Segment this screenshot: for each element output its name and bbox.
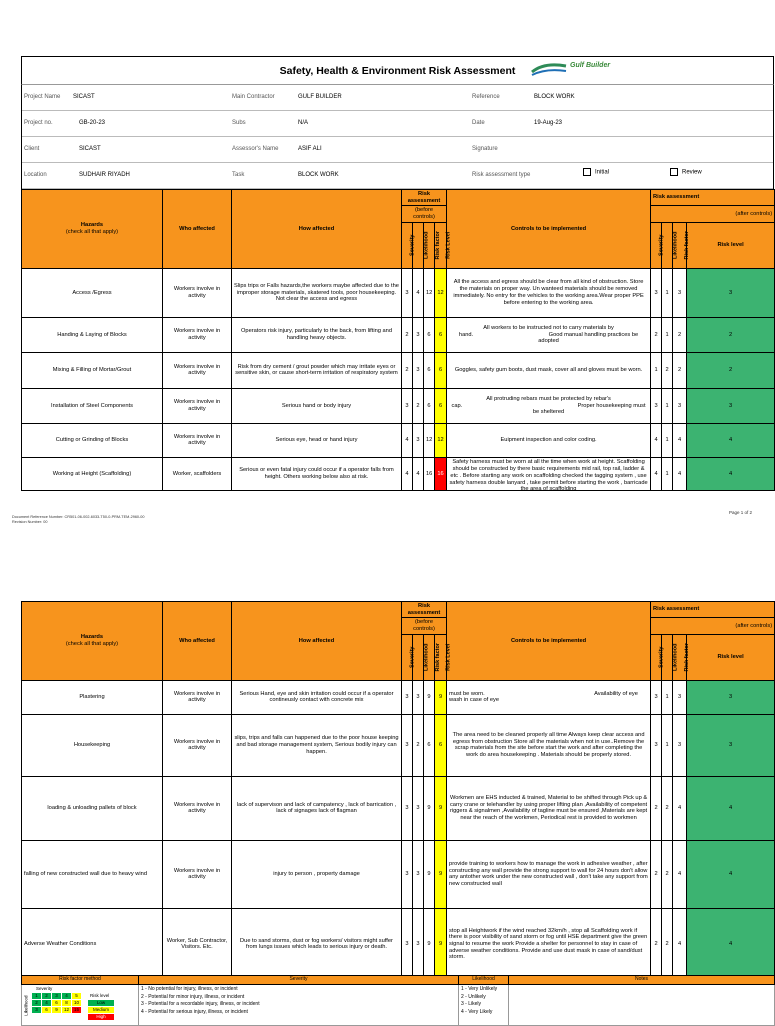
level-high: High (88, 1014, 114, 1020)
likelihood-cell: 4 (413, 268, 424, 317)
likelihood-after-cell: 1 (662, 680, 673, 714)
hazard-row (22, 317, 775, 352)
matrix-cell: 9 (52, 1007, 61, 1013)
ra-type-label: Risk assessment type (472, 172, 531, 178)
controls-cell: Safety harness must be worn at all the time when work at height. Scaffolding should be constructed by there basic requirements mid rail, top rail, ladder & etc . Before starting any work on scaffolding checked the tagging system , use safety harness double lanyard , take permit before starting the work , barricade the area of scaffolding (447, 457, 651, 490)
initial-label: Initial (595, 169, 610, 176)
gulf-builder-logo (530, 60, 630, 82)
risk-level-cell: 16 (435, 457, 447, 490)
controls-cell: Euipment inspection and color coding. (447, 423, 651, 457)
severity-item-1: 1 - No potential for injury, illness, or incident (141, 985, 238, 992)
likelihood-cell: 3 (413, 776, 424, 840)
severity-cell: 2 (402, 317, 413, 352)
project-name-value: SICAST (73, 94, 95, 100)
how-affected-header: How affected (232, 602, 402, 681)
likelihood-cell: 3 (413, 840, 424, 908)
severity-after-cell: 3 (651, 388, 662, 423)
how-affected-cell: Slips trips or Falls hazards,the workers maybe affected due to the improper storage materials, skatered tools, poor housekeeping. Not clear the access and egress (232, 268, 402, 317)
page-2 (21, 601, 774, 981)
risk-factor-after-cell: 2 (673, 317, 687, 352)
hazard-cell: falling of new constructed wall due to heavy wind (22, 840, 163, 908)
severity-cell: 3 (402, 908, 413, 980)
risk-factor-cell: 9 (424, 908, 435, 980)
risk-level-cell: 9 (435, 776, 447, 840)
how-affected-header: How affected (232, 190, 402, 269)
risk-factor-after-cell: 3 (673, 388, 687, 423)
how-affected-cell: Due to sand storms, dust or fog workers/ visitors might suffer from lungs issues which leads to serious injury or death. (232, 908, 402, 980)
controls-cell: The area need to be cleaned properly all time Always keep clear access and egress from obstruction Store all the materials when not in use..Remove the scrap materials from the site before start the work and after completing the work do area housekeeping . Materials should be properly stored. (447, 714, 651, 776)
before-controls-label: (before controls) (402, 618, 447, 634)
risk-factor-after-cell: 3 (673, 714, 687, 776)
who-affected-header: Who affected (163, 602, 232, 681)
likelihood-cell: 2 (413, 714, 424, 776)
severity-cell: 2 (402, 352, 413, 388)
reference-label: Reference (472, 94, 500, 100)
risk-factor-cell: 6 (424, 352, 435, 388)
risk-factor-after-cell: 3 (673, 680, 687, 714)
likelihood-after-header: Likelihood (662, 222, 673, 268)
how-affected-cell: Risk from dry cement / grout powder which may irritate eyes or sensitive skin, or cause short-term irritation of respiratory system (232, 352, 402, 388)
task-value: BLOCK WORK (298, 172, 339, 178)
controls-cell: All the access and egress should be clear from all kind of obstruction. Store the materials on proper way. Un wanteed materials should be removed immediately. No entry for the vehicles to the working area.Wear proper PPE before entering to the working area. (447, 268, 651, 317)
controls-cell: must be worn. Availability of eye wash in case of eye (447, 680, 651, 714)
risk-level-after-cell: 3 (687, 388, 775, 423)
matrix-cell: 12 (63, 1006, 69, 1012)
who-affected-cell: Workers involve in activity (163, 268, 232, 317)
controls-cell: All workers to be instructed not to carry materials by hand. Good manual handling practices be adopted (447, 317, 651, 352)
matrix-cell: 2 (32, 1000, 41, 1006)
risk-factor-header: Risk factor (424, 222, 435, 268)
hazard-row (22, 680, 775, 714)
hazard-row (22, 840, 775, 908)
notes-cell (509, 984, 775, 1025)
matrix-cell: 2 (42, 993, 51, 999)
controls-cell: Workmen are EHS inducted & trained, Material to be shifted through Pick up & carry crane or telehandler by using proper lifting plan ,Availability of competent riggers & signalmen ,Availability of tagline must be ensured ,Materials are kept near the reach of the workmen, Periodical rest is provided to workmen (447, 776, 651, 840)
hazard-row (22, 268, 775, 317)
risk-factor-cell: 6 (424, 714, 435, 776)
severity-after-cell: 4 (651, 423, 662, 457)
matrix-cell: 4 (62, 993, 71, 999)
client-label: Client (24, 146, 40, 152)
likelihood-after-cell: 2 (662, 776, 673, 840)
main-contractor-label: Main Contractor (232, 94, 275, 100)
severity-item-3: 3 - Potential for a recordable injury, illness, or incident (141, 1001, 260, 1008)
risk-level-after-cell: 4 (687, 776, 775, 840)
risk-factor-cell: 9 (424, 776, 435, 840)
matrix-cell: 5 (72, 993, 81, 999)
how-affected-cell: injury to person , property damage (232, 840, 402, 908)
likelihood-header: Likelihood (413, 222, 424, 268)
matrix-severity-label: Severity (36, 985, 53, 991)
hazard-cell: loading & unloading pallets of block (22, 776, 163, 840)
severity-after-cell: 3 (651, 714, 662, 776)
risk-factor-after-cell: 4 (673, 908, 687, 980)
matrix-row-1 (32, 993, 81, 999)
how-affected-cell: Serious hand or body injury (232, 388, 402, 423)
initial-option[interactable] (583, 168, 609, 176)
risk-assessment-before-header: Risk assessment (402, 190, 447, 206)
assessor-value: ASIF ALI (298, 146, 322, 152)
risk-factor-cell: 12 (424, 268, 435, 317)
risk-level-header: Risk Level (435, 634, 447, 680)
likelihood-item-1: 1 - Very Unlikely (461, 985, 498, 992)
revision-number: Revision Number: 00 (12, 519, 48, 524)
risk-level-legend-label: Risk level (90, 992, 110, 998)
severity-cell: 4 (402, 457, 413, 490)
risk-level-header: Risk Level (435, 222, 447, 268)
who-affected-cell: Workers involve in activity (163, 714, 232, 776)
likelihood-after-cell: 2 (662, 908, 673, 980)
likelihood-after-cell: 1 (662, 423, 673, 457)
notes-column-header: Notes (509, 976, 775, 985)
location-value: SUDHAIR RIYADH (79, 172, 130, 178)
hazard-cell: Cutting or Grinding of Blocks (22, 423, 163, 457)
hazard-row (22, 352, 775, 388)
risk-factor-cell: 9 (424, 680, 435, 714)
controls-cell: Goggles, safety gum boots, dust mask, cover all and gloves must be worn. (447, 352, 651, 388)
controls-header: Controls to be implemented (447, 190, 651, 269)
project-no-value: GB-20-23 (79, 120, 106, 126)
severity-column-header: Severity (139, 976, 459, 985)
severity-after-cell: 2 (651, 317, 662, 352)
risk-level-after-cell: 4 (687, 908, 775, 980)
main-contractor-value: GULF BUILDER (298, 94, 342, 100)
severity-after-cell: 2 (651, 776, 662, 840)
severity-cell: 3 (402, 840, 413, 908)
risk-table-page-2 (21, 601, 775, 981)
controls-cell: provide training to workers how to manage the work in adhesive weather , after constructing any wall provide the strong support to wall for 24 hours don't allow any antother work under the new constructed wall , don't take any support from new constructed wall (447, 840, 651, 908)
risk-level-after-header: Risk level (687, 634, 775, 680)
matrix-cell: 1 (32, 993, 41, 999)
task-label: Task (232, 172, 245, 178)
risk-assessment-before-header: Risk assessment (402, 602, 447, 618)
likelihood-after-cell: 2 (662, 840, 673, 908)
who-affected-cell: Workers involve in activity (163, 352, 232, 388)
severity-after-cell: 1 (651, 352, 662, 388)
risk-factor-method-section (21, 975, 774, 1024)
risk-level-cell: 9 (435, 680, 447, 714)
severity-item-4: 4 - Potential for serious injury, illness, or incident (141, 1009, 248, 1016)
risk-level-after-cell: 4 (687, 423, 775, 457)
who-affected-cell: Worker, Sub Contractor, Visitors. Etc. (163, 908, 232, 980)
logo-text: Gulf Builder (570, 62, 611, 69)
severity-after-cell: 2 (651, 840, 662, 908)
date-value: 19-Aug-23 (534, 120, 563, 126)
risk-level-after-cell: 3 (687, 714, 775, 776)
project-info (21, 85, 774, 189)
severity-after-cell: 2 (651, 908, 662, 980)
severity-cell: 4 (402, 423, 413, 457)
subs-label: Subs (232, 120, 246, 126)
matrix-cell: 15 (73, 1006, 79, 1012)
risk-table-page-1 (21, 189, 775, 491)
likelihood-after-cell: 1 (662, 317, 673, 352)
controls-cell: stop all Heightwork if the wind reached 32km/h , stop all Scaffolding work if there is poor visibility of sand storm or fog until HSE department give the green signal to resume the work Provide a shelter for personnel to stay in case of adverse weather conditions. Provide and use dust mask in case of sand/dust storm. (447, 908, 651, 980)
risk-factor-after-header: Risk factor (673, 634, 687, 680)
hazard-cell: Working at Height (Scaffolding) (22, 457, 163, 490)
risk-level-after-cell: 4 (687, 840, 775, 908)
how-affected-cell: lack of supervison and lack of campatency , lack of barrication , lack of signages lack of flagman (232, 776, 402, 840)
severity-cell: 3 (402, 680, 413, 714)
risk-factor-after-cell: 4 (673, 457, 687, 490)
who-affected-cell: Workers involve in activity (163, 680, 232, 714)
likelihood-cell: 3 (413, 352, 424, 388)
client-value: SICAST (79, 146, 101, 152)
who-affected-cell: Workers involve in activity (163, 776, 232, 840)
risk-level-cell: 6 (435, 317, 447, 352)
who-affected-cell: Workers involve in activity (163, 840, 232, 908)
severity-header: Severity (402, 222, 413, 268)
risk-level-after-cell: 2 (687, 352, 775, 388)
severity-after-cell: 4 (651, 457, 662, 490)
hazard-cell: Access /Egress (22, 268, 163, 317)
likelihood-cell: 3 (413, 908, 424, 980)
matrix-cell: 6 (42, 1007, 51, 1013)
risk-factor-after-cell: 4 (673, 840, 687, 908)
initial-checkbox[interactable] (583, 168, 591, 176)
how-affected-cell: Serious or even fatal injury could occur if a operator falls from height. Others working below also at risk. (232, 457, 402, 490)
level-low: Low (88, 1000, 114, 1006)
likelihood-item-4: 4 - Very Likely (461, 1009, 493, 1016)
who-affected-cell: Workers involve in activity (163, 388, 232, 423)
risk-factor-after-cell: 3 (673, 268, 687, 317)
likelihood-after-cell: 1 (662, 457, 673, 490)
severity-after-header: Severity (651, 634, 662, 680)
how-affected-cell: Serious eye, head or hand injury (232, 423, 402, 457)
signature-label: Signature (472, 146, 498, 152)
risk-level-after-cell: 4 (687, 457, 775, 490)
matrix-cell: 3 (52, 993, 61, 999)
matrix-cell: 8 (62, 1000, 71, 1006)
risk-factor-method-title: Risk factor method (22, 976, 139, 985)
hazard-row (22, 457, 775, 490)
risk-matrix (22, 985, 138, 1025)
after-controls-label: (after controls) (651, 206, 775, 222)
risk-level-after-header: Risk level (687, 222, 775, 268)
risk-level-cell: 9 (435, 840, 447, 908)
severity-item-2: 2 - Potential for minor injury, illness, or incident (141, 993, 245, 1000)
who-affected-cell: Workers involve in activity (163, 317, 232, 352)
risk-factor-cell: 6 (424, 388, 435, 423)
risk-factor-after-cell: 4 (673, 776, 687, 840)
review-option[interactable] (670, 168, 702, 176)
severity-after-header: Severity (651, 222, 662, 268)
hazard-cell: Handing & Laying of Blocks (22, 317, 163, 352)
who-affected-cell: Worker, scaffolders (163, 457, 232, 490)
risk-factor-cell: 6 (424, 317, 435, 352)
document-title: Safety, Health & Environment Risk Assessment (279, 64, 516, 77)
hazard-cell: Plastering (22, 680, 163, 714)
severity-after-cell: 3 (651, 268, 662, 317)
likelihood-cell: 2 (413, 388, 424, 423)
matrix-cell: 6 (52, 1000, 61, 1006)
hazard-row (22, 388, 775, 423)
project-name-label: Project Name (24, 94, 61, 100)
hazard-cell: Mixing & Filling of Mortar/Grout (22, 352, 163, 388)
document-header (21, 56, 774, 85)
hazards-header: Hazards (check all that apply) (22, 190, 163, 269)
reference-value: BLOCK WORK (534, 94, 575, 100)
hazard-row (22, 908, 775, 980)
who-affected-cell: Workers involve in activity (163, 423, 232, 457)
risk-factor-after-cell: 4 (673, 423, 687, 457)
matrix-row-2 (32, 1000, 81, 1006)
how-affected-cell: slips, trips and falls can happened due to the poor house keeping and bad storage management system, Serious bodily injury can happen. (232, 714, 402, 776)
hazard-cell: Installation of Steel Components (22, 388, 163, 423)
risk-assessment-after-header: Risk assessment (651, 602, 775, 618)
subs-value: N/A (298, 120, 309, 126)
hazard-cell: Housekeeping (22, 714, 163, 776)
date-label: Date (472, 120, 485, 126)
hazard-row (22, 423, 775, 457)
location-label: Location (24, 172, 47, 178)
matrix-cell: 3 (32, 1007, 41, 1013)
risk-factor-cell: 12 (424, 423, 435, 457)
risk-level-after-cell: 3 (687, 268, 775, 317)
document-footer (12, 515, 145, 525)
page-number: Page 1 of 2 (729, 510, 753, 515)
likelihood-header: Likelihood (413, 634, 424, 680)
severity-cell: 3 (402, 776, 413, 840)
logo-swoosh-icon (530, 60, 568, 78)
who-affected-header: Who affected (163, 190, 232, 269)
likelihood-after-cell: 1 (662, 714, 673, 776)
controls-cell: All protruding rebars must be protected by rebar's cap. Proper housekeeping must be sheltered (447, 388, 651, 423)
severity-cell: 3 (402, 268, 413, 317)
doc-reference: Document Reference Number: CR501-06-002-6033-T50-0-PRM-TEM-2960-00 (12, 515, 145, 519)
severity-cell: 3 (402, 388, 413, 423)
likelihood-column-header: Likelihood (459, 976, 509, 985)
severity-header: Severity (402, 634, 413, 680)
hazard-row (22, 776, 775, 840)
how-affected-cell: Operators risk injury, particularly to the back, from lifting and handling heavy objects. (232, 317, 402, 352)
risk-factor-cell: 16 (424, 457, 435, 490)
severity-cell: 3 (402, 714, 413, 776)
after-controls-label: (after controls) (651, 618, 775, 634)
risk-factor-cell: 9 (424, 840, 435, 908)
risk-level-after-cell: 2 (687, 317, 775, 352)
risk-assessment-after-header: Risk assessment (651, 190, 775, 206)
risk-factor-after-cell: 2 (673, 352, 687, 388)
matrix-cell: 4 (42, 1000, 51, 1006)
controls-header: Controls to be implemented (447, 602, 651, 681)
risk-level-after-cell: 3 (687, 680, 775, 714)
likelihood-cell: 3 (413, 317, 424, 352)
likelihood-cell: 3 (413, 680, 424, 714)
risk-level-cell: 6 (435, 352, 447, 388)
assessor-label: Assessor's Name (232, 146, 279, 152)
hazard-row (22, 714, 775, 776)
likelihood-after-header: Likelihood (662, 634, 673, 680)
risk-level-cell: 12 (435, 423, 447, 457)
risk-factor-header: Risk factor (424, 634, 435, 680)
likelihood-cell: 4 (413, 457, 424, 490)
likelihood-after-cell: 1 (662, 268, 673, 317)
likelihood-after-cell: 2 (662, 352, 673, 388)
risk-factor-after-header: Risk factor (673, 222, 687, 268)
matrix-likelihood-label: Likelihood (23, 995, 29, 1016)
likelihood-item-3: 3 - Likely (461, 1001, 482, 1008)
likelihood-after-cell: 1 (662, 388, 673, 423)
page-1 (21, 56, 774, 491)
level-medium: Medium (88, 1007, 114, 1013)
review-checkbox[interactable] (670, 168, 678, 176)
how-affected-cell: Serious Hand, eye and skin irritation could occur if a operator contineusly contact with concrete mix (232, 680, 402, 714)
matrix-row-3 (32, 1007, 81, 1013)
likelihood-cell: 3 (413, 423, 424, 457)
project-no-label: Project no. (24, 120, 53, 126)
hazards-header: Hazards (check all that apply) (22, 602, 163, 681)
risk-level-cell: 6 (435, 714, 447, 776)
risk-level-cell: 9 (435, 908, 447, 980)
risk-level-cell: 6 (435, 388, 447, 423)
risk-level-cell: 12 (435, 268, 447, 317)
hazard-cell: Adverse Weather Conditions (22, 908, 163, 980)
likelihood-item-2: 2 - Unlikely (461, 993, 486, 1000)
severity-after-cell: 3 (651, 680, 662, 714)
before-controls-label: (before controls) (402, 206, 447, 222)
review-label: Review (682, 169, 702, 176)
matrix-cell: 10 (73, 999, 79, 1005)
